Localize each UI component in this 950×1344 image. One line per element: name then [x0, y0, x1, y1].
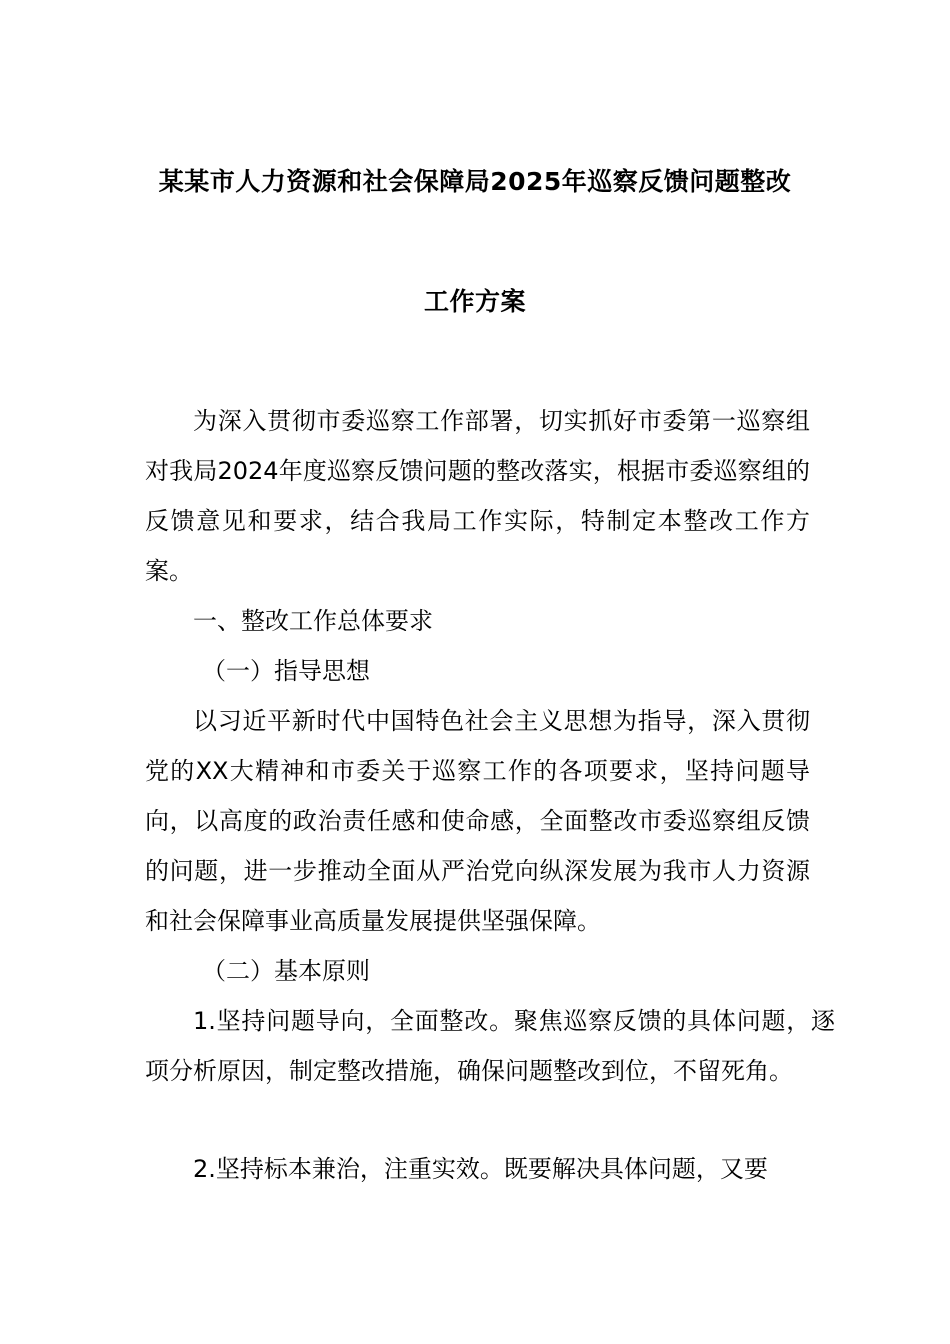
document-title-line1: 某某市人力资源和社会保障局2025年巡察反馈问题整改 — [158, 167, 792, 196]
principle1-paragraph: 1.坚持问题导向，全面整改。聚焦巡察反馈的具体问题，逐项分析原因，制定整改措施，确保问题整改到位，不留死角。 — [145, 1007, 835, 1085]
subsection2-heading: （二）基本原则 — [202, 957, 370, 985]
subsection1-heading: （一）指导思想 — [202, 657, 370, 685]
guiding-thought-paragraph: 以习近平新时代中国特色社会主义思想为指导，深入贯彻党的XX大精神和市委关于巡察工作的各项要求，坚持问题导向，以高度的政治责任感和使命感，全面整改市委巡察组反馈的问题，进一步推动全面从严治党向纵深发展为我市人力资源和社会保障事业高质量发展提供坚强保障。 — [145, 707, 810, 935]
section1-heading: 一、整改工作总体要求 — [193, 607, 433, 635]
document-title-line2: 工作方案 — [423, 287, 526, 316]
principle2-paragraph: 2.坚持标本兼治，注重实效。既要解决具体问题，又要 — [193, 1155, 768, 1183]
intro-paragraph: 为深入贯彻市委巡察工作部署，切实抓好市委第一巡察组对我局2024年度巡察反馈问题的整改落实，根据市委巡察组的反馈意见和要求，结合我局工作实际，特制定本整改工作方案。 — [145, 407, 810, 585]
